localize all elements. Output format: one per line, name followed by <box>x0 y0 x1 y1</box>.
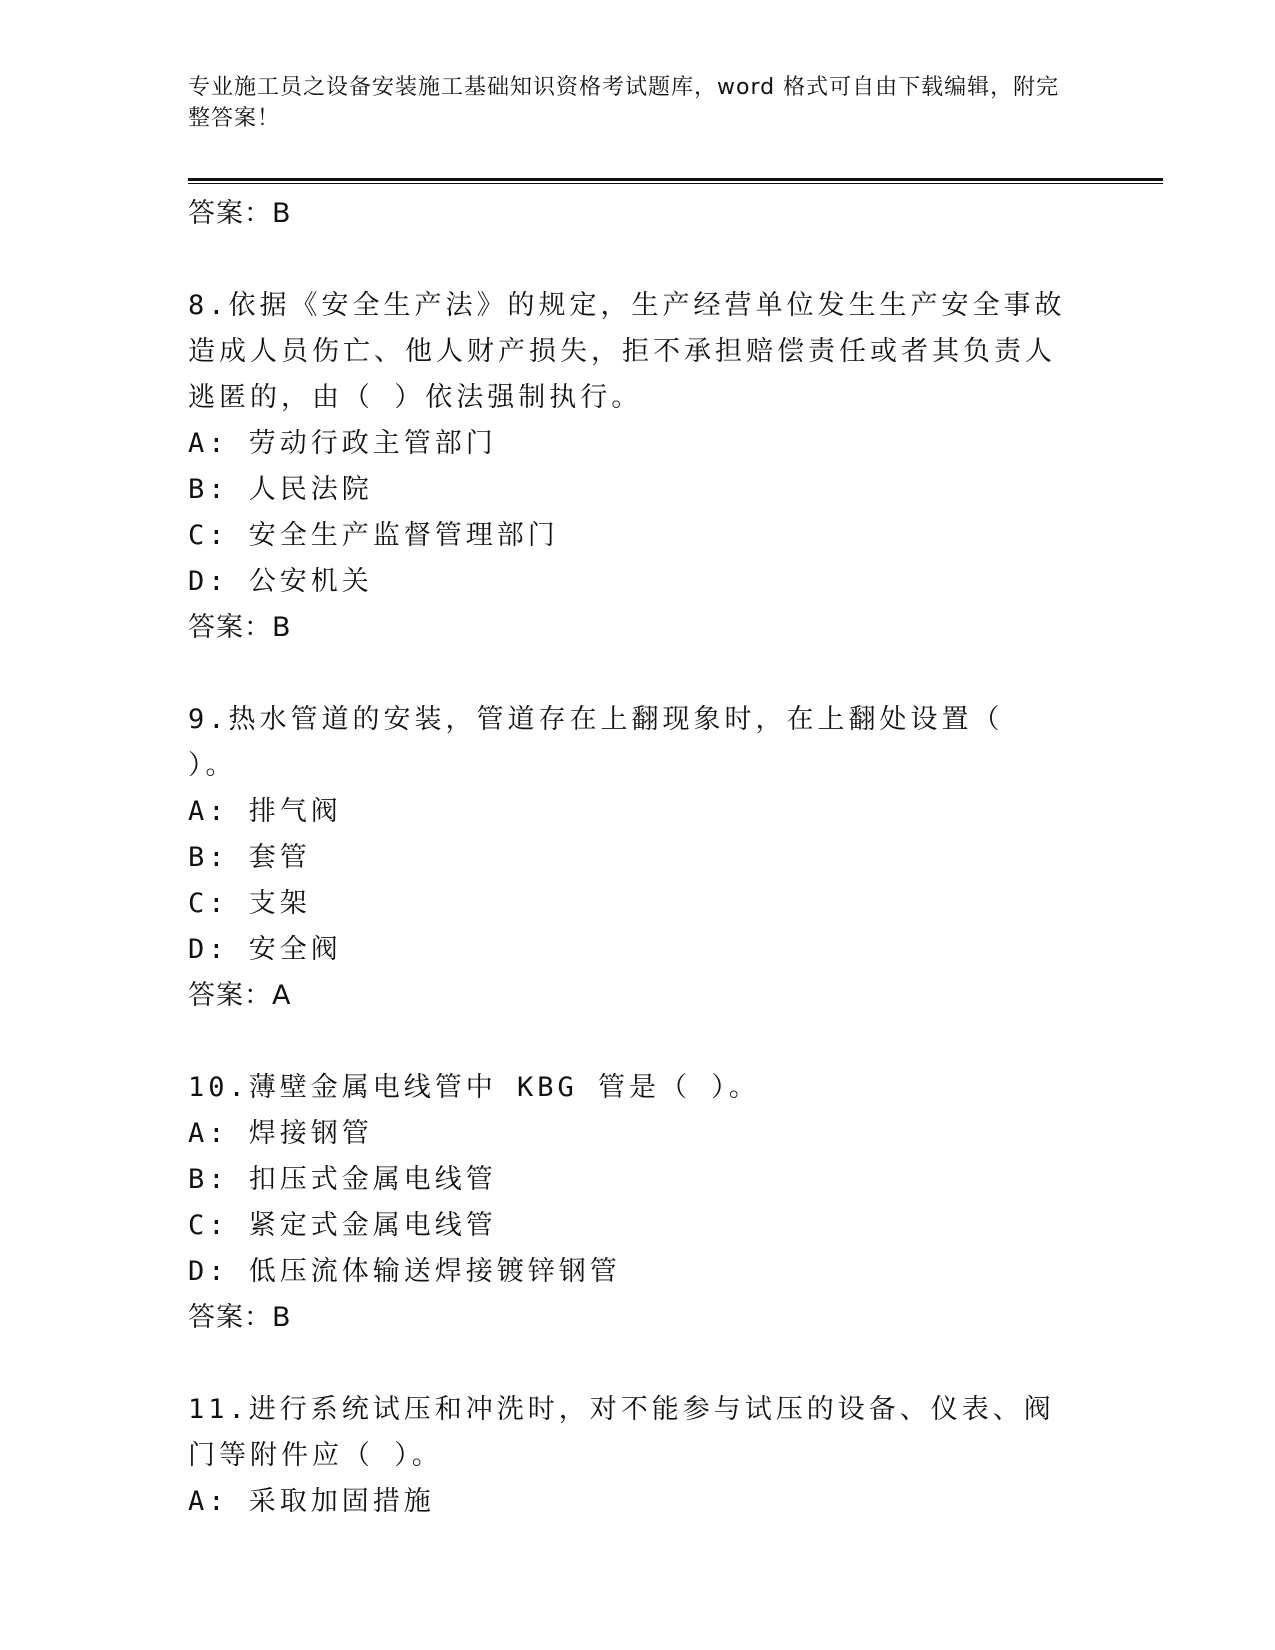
option-b: B: 套管 <box>188 842 311 873</box>
document-header: 专业施工员之设备安装施工基础知识资格考试题库，word 格式可自由下载编辑，附完整答案！ <box>188 75 1060 131</box>
option-a: A: 排气阀 <box>188 796 342 827</box>
header-divider-thick <box>188 178 1163 181</box>
question-answer: 答案：B <box>188 612 292 643</box>
question-stem: 10.薄壁金属电线管中 KBG 管是（ ）。 <box>188 1072 760 1103</box>
question-stem: 8.依据《安全生产法》的规定，生产经营单位发生生产安全事故造成人员伤亡、他人财产损失，拒不承担赔偿责任或者其负责人逃匿的，由（ ）依法强制执行。 <box>188 290 1066 413</box>
question-10 <box>188 1065 1148 1341</box>
option-b: B: 人民法院 <box>188 474 373 505</box>
question-answer: 答案：B <box>188 1302 292 1333</box>
option-b: B: 扣压式金属电线管 <box>188 1164 497 1195</box>
header-divider-thin <box>188 183 1163 184</box>
question-8 <box>188 283 1148 651</box>
option-d: D: 低压流体输送焊接镀锌钢管 <box>188 1256 621 1287</box>
option-c: C: 安全生产监督管理部门 <box>188 520 559 551</box>
option-a: A: 劳动行政主管部门 <box>188 428 497 459</box>
previous-answer: 答案：B <box>188 198 292 229</box>
option-d: D: 安全阀 <box>188 934 342 965</box>
option-c: C: 紧定式金属电线管 <box>188 1210 497 1241</box>
question-answer: 答案：A <box>188 980 292 1011</box>
question-list <box>188 191 1148 1525</box>
question-stem: 9.热水管道的安装，管道存在上翻现象时，在上翻处设置（ ）。 <box>188 704 1024 781</box>
option-d: D: 公安机关 <box>188 566 373 597</box>
option-c: C: 支架 <box>188 888 311 919</box>
question-9 <box>188 697 1148 1019</box>
question-11 <box>188 1387 1148 1525</box>
option-a: A: 焊接钢管 <box>188 1118 373 1149</box>
question-stem: 11.进行系统试压和冲洗时，对不能参与试压的设备、仪表、阀门等附件应（ ）。 <box>188 1394 1055 1471</box>
option-a: A: 采取加固措施 <box>188 1486 435 1517</box>
